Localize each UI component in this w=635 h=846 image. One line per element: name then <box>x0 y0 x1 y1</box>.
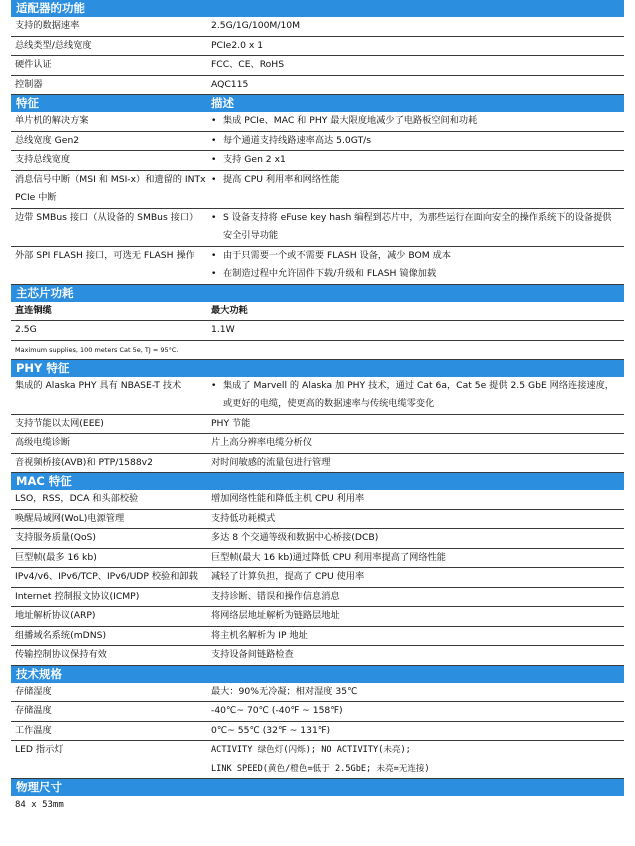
feature-row-value <box>207 112 624 131</box>
tech-row <box>11 702 624 722</box>
adapter-row-label: 控制器 <box>15 78 43 90</box>
mac-row-label: 支持服务质量(QoS) <box>15 532 96 543</box>
mac-row <box>11 529 624 549</box>
mac-row-label: 地址解析协议(ARP) <box>15 610 96 621</box>
power-col-max: 最大功耗 <box>211 304 248 316</box>
mac-row <box>11 627 624 647</box>
mac-row <box>11 588 624 608</box>
adapter-row <box>11 17 624 37</box>
power-note: Maximum supplies, 100 meters Cat 5e, TJ = 95°C. <box>11 341 624 360</box>
adapter-row-label: 支持的数据速率 <box>15 20 80 31</box>
power-table <box>11 302 624 341</box>
mac-row-value: 支持诊断、错误和操作信息消息 <box>211 590 340 602</box>
mac-row-value: 减轻了计算负担，提高了 CPU 使用率 <box>211 571 365 582</box>
mac-row-value: 支持低功耗模式 <box>211 512 276 524</box>
bullet-text: 集成了 Marvell 的 Alaska 加 PHY 技术，通过 Cat 6a，Cat 5e 提供 2.5 GbE 网络连接速度，或更好的电缆，使更高的数据速率与传统电缆零变化 <box>223 379 614 409</box>
tech-row-value: 最大：90%无冷凝；相对湿度 35℃ <box>211 685 358 697</box>
adapter-row-value: AQC115 <box>211 78 249 90</box>
mac-row-value: 支持设备间链路检查 <box>211 649 294 660</box>
phy-row-label: 高级电缆诊断 <box>15 437 71 448</box>
power-row-watts: 1.1W <box>211 324 235 335</box>
feature-row-label: 消息信号中断（MSI 和 MSI-x）和遗留的 INTx PCIe 中断 <box>15 173 206 203</box>
power-row-speed: 2.5G <box>15 324 37 335</box>
bullet-icon: • <box>211 173 217 185</box>
mac-row <box>11 607 624 627</box>
feature-row <box>11 171 624 209</box>
phy-row-value <box>207 377 624 414</box>
phy-table <box>11 377 624 474</box>
section-adapter-header: 适配器的功能 <box>11 0 624 17</box>
feature-row-value <box>207 247 624 284</box>
power-col-cable: 直连铜缆 <box>15 304 52 316</box>
phy-row-value: PHY 节能 <box>211 417 251 429</box>
bullet-line <box>211 171 618 190</box>
tech-row-value: 0℃~ 55℃ (32℉ ~ 131℉) <box>211 724 331 736</box>
section-tech-header: 技术规格 <box>11 666 624 683</box>
mac-row-value: 将网络层地址解析为链路层地址 <box>211 610 340 621</box>
bullet-icon: • <box>211 249 217 261</box>
feature-row-value <box>207 132 624 151</box>
feature-row-label: 外部 SPI FLASH 接口，可选无 FLASH 操作 <box>15 249 195 261</box>
power-row <box>11 321 624 341</box>
feature-row-label: 单片机的解决方案 <box>15 115 89 126</box>
tech-row-label: 存储湿度 <box>15 685 52 697</box>
power-header-row <box>11 302 624 322</box>
section-mac-header: MAC 特征 <box>11 473 624 490</box>
phy-row <box>11 415 624 435</box>
bullet-text: 支持 Gen 2 x1 <box>223 154 286 165</box>
phy-row-label: 集成的 Alaska PHY 具有 NBASE-T 技术 <box>15 379 182 391</box>
feature-row <box>11 209 624 247</box>
mac-row-label: Internet 控制报文协议(ICMP) <box>15 590 140 602</box>
mac-table <box>11 490 624 666</box>
mac-row-label: IPv4/v6、IPv6/TCP、IPv6/UDP 校验和卸载 <box>15 571 198 582</box>
adapter-row-value: FCC、CE、RoHS <box>211 59 285 70</box>
mac-row <box>11 510 624 530</box>
bullet-line <box>211 132 618 151</box>
mac-row-label: LSO，RSS，DCA 和头部校验 <box>15 493 139 504</box>
phy-row <box>11 377 624 415</box>
bullet-icon: • <box>211 211 217 223</box>
phy-row <box>11 454 624 474</box>
adapter-row-label: 硬件认证 <box>15 59 52 70</box>
bullet-text: S 设备支持将 eFuse key hash 编程到芯片中，为那些运行在面向安全的操作系统下的设备提供安全引导功能 <box>223 211 612 241</box>
section-dims-header: 物理尺寸 <box>11 779 624 796</box>
mac-row <box>11 490 624 510</box>
adapter-row-label: 总线类型/总线宽度 <box>15 39 92 51</box>
led-line-2: LINK SPEED(黄色/橙色=低于 2.5GbE; 未亮=无连接) <box>211 763 430 774</box>
bullet-text: 每个通道支持线路速率高达 5.0GT/s <box>223 134 372 146</box>
bullet-line <box>211 151 618 170</box>
feature-row <box>11 151 624 171</box>
bullet-line <box>211 209 618 246</box>
adapter-table <box>11 17 624 95</box>
bullet-icon: • <box>211 154 217 165</box>
dims-value: 84 x 53mm <box>15 800 64 810</box>
adapter-row <box>11 37 624 57</box>
led-line-1: ACTIVITY 绿色灯(闪烁); NO ACTIVITY(未亮); <box>211 745 411 755</box>
mac-row-label: 传输控制协议保持有效 <box>15 649 107 660</box>
mac-row <box>11 568 624 588</box>
section-power-header: 主芯片功耗 <box>11 285 624 302</box>
mac-row-label: 巨型帧(最多 16 kb) <box>15 551 97 563</box>
feature-row <box>11 132 624 152</box>
bullet-icon: • <box>211 134 217 146</box>
led-label: LED 指示灯 <box>15 744 64 755</box>
feature-row-label: 支持总线宽度 <box>15 154 71 165</box>
feature-row-label: 总线宽度 Gen2 <box>15 134 80 146</box>
tech-row-value: -40℃~ 70℃ (-40℉ ~ 158℉) <box>211 705 343 716</box>
led-row <box>11 741 624 779</box>
phy-row-label: 支持节能以太网(EEE) <box>15 417 104 429</box>
bullet-icon: • <box>211 379 217 391</box>
bullet-line <box>211 112 618 131</box>
mac-row-value: 增加网络性能和降低主机 CPU 利用率 <box>211 493 365 504</box>
led-value <box>207 741 624 778</box>
feature-row-value <box>207 209 624 246</box>
phy-row-value: 对时间敏感的流量包进行管理 <box>211 456 331 468</box>
bullet-line <box>211 247 618 266</box>
bullet-icon: • <box>211 268 217 279</box>
mac-row-value: 巨型帧(最大 16 kb)通过降低 CPU 利用率提高了网络性能 <box>211 551 446 563</box>
features-table <box>11 112 624 285</box>
section-phy-header: PHY 特征 <box>11 360 624 377</box>
feature-row <box>11 112 624 132</box>
feature-row-value <box>207 151 624 170</box>
phy-row-label: 音视频桥接(AVB)和 PTP/1588v2 <box>15 456 153 468</box>
tech-table <box>11 683 624 742</box>
bullet-text: 集成 PCIe、MAC 和 PHY 最大限度地减少了电路板空间和功耗 <box>223 115 478 126</box>
bullet-line <box>211 377 618 414</box>
adapter-row-value: PCIe2.0 x 1 <box>211 39 264 51</box>
phy-row <box>11 434 624 454</box>
section-features-header <box>11 95 624 112</box>
mac-row-label: 组播域名系统(mDNS) <box>15 629 107 641</box>
feature-row <box>11 247 624 285</box>
bullet-line <box>211 265 618 284</box>
bullet-text: 在制造过程中允许固件下载/升级和 FLASH 镜像加载 <box>223 268 437 279</box>
phy-row-value: 片上高分辨率电缆分析仪 <box>211 437 313 448</box>
tech-row-label: 工作温度 <box>15 724 52 736</box>
mac-row <box>11 646 624 666</box>
adapter-row <box>11 76 624 96</box>
mac-row <box>11 549 624 569</box>
bullet-text: 由于只需要一个或不需要 FLASH 设备，减少 BOM 成本 <box>223 249 451 261</box>
adapter-row-value: 2.5G/1G/100M/10M <box>211 20 301 31</box>
features-col-desc: 描述 <box>211 96 234 110</box>
mac-row-label: 唤醒局域网(WoL)电源管理 <box>15 512 125 524</box>
feature-row-value <box>207 171 624 208</box>
feature-row-label: 边带 SMBus 接口（从设备的 SMBus 接口） <box>15 211 199 223</box>
mac-row-value: 多达 8 个交通等级和数据中心桥接(DCB) <box>211 532 379 543</box>
bullet-text: 提高 CPU 利用率和网络性能 <box>223 173 340 185</box>
adapter-row <box>11 56 624 76</box>
features-col-label: 特征 <box>16 96 39 110</box>
tech-row <box>11 683 624 703</box>
mac-row-value: 将主机名解析为 IP 地址 <box>211 629 308 641</box>
tech-row-label: 存储温度 <box>15 705 52 716</box>
bullet-icon: • <box>211 115 217 126</box>
spec-sheet <box>11 0 624 814</box>
tech-row <box>11 722 624 742</box>
